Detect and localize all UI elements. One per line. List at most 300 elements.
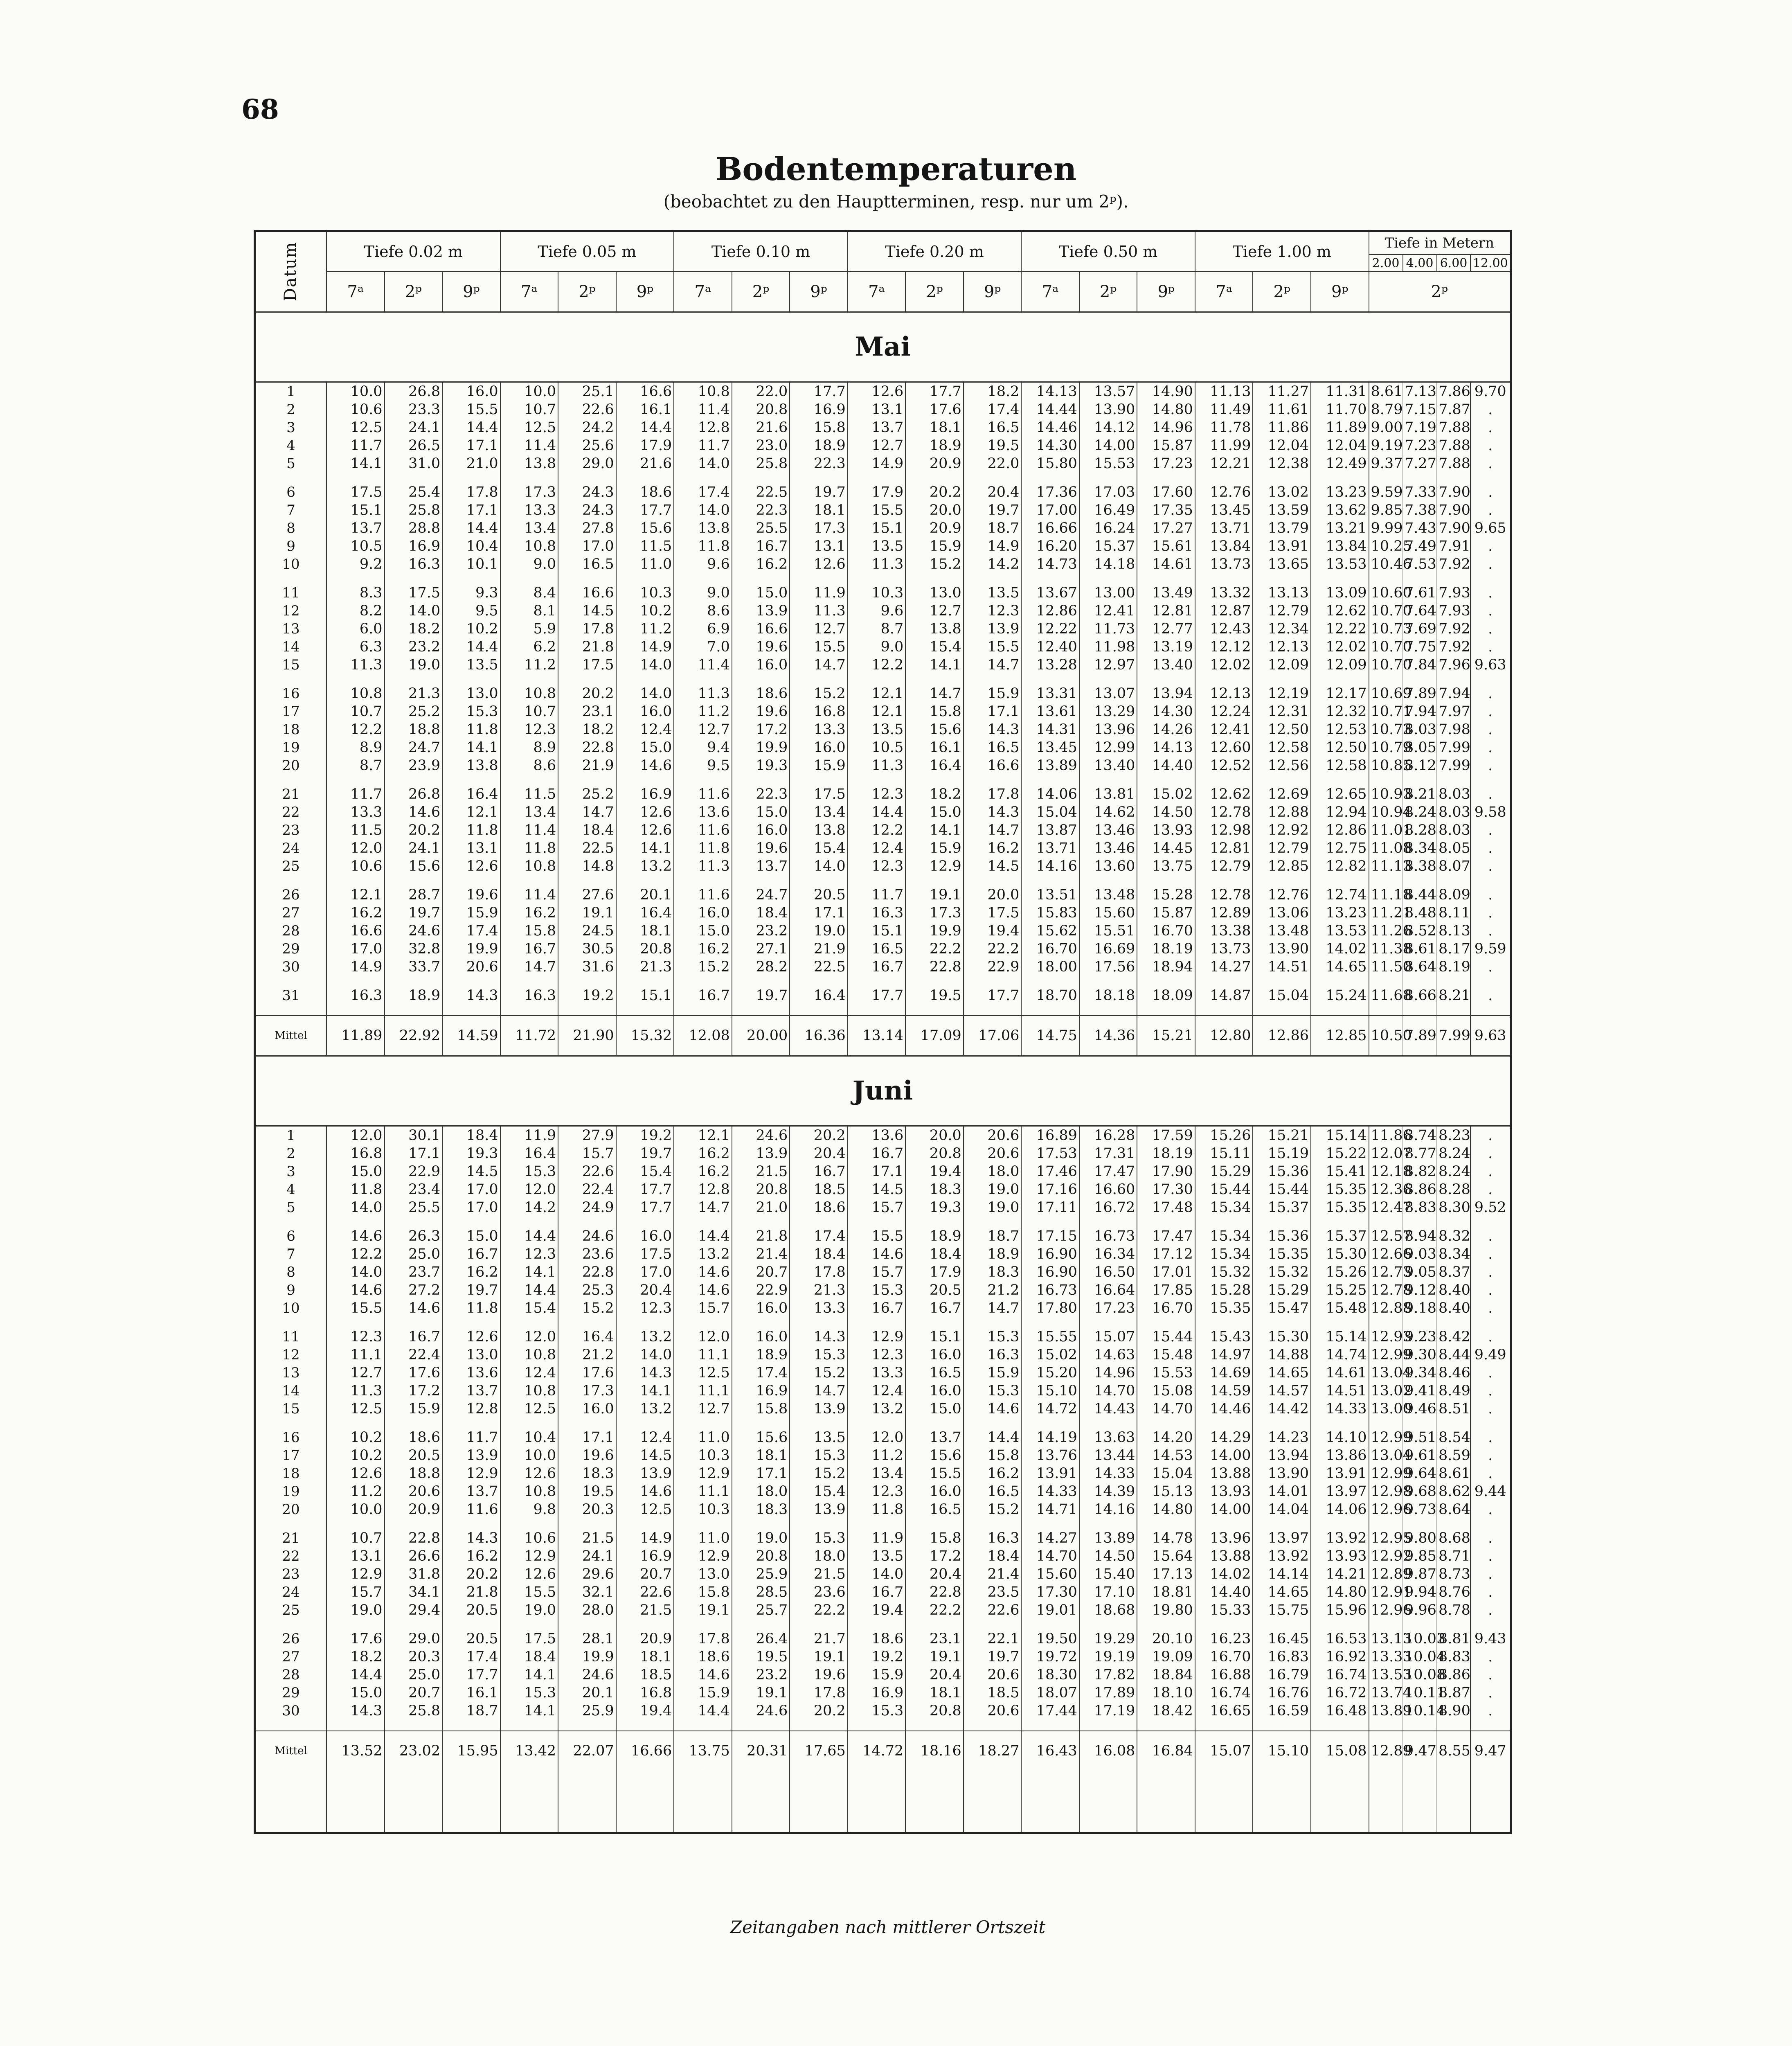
value-cell: 22.8 [905,1583,964,1601]
spacer-cell [674,976,732,987]
spacer-cell [1195,674,1253,685]
value-cell: 14.5 [964,857,1022,875]
value-cell: 22.4 [385,1346,443,1364]
value-cell: 26.8 [385,382,443,401]
mean-cell: 21.90 [558,1016,616,1056]
spacer-cell [385,573,443,584]
date-cell: 26 [255,1630,327,1648]
mean-cell: 13.14 [848,1016,906,1056]
value-cell: 16.72 [1079,1199,1137,1217]
value-cell: 14.13 [1021,382,1079,401]
mean-cell: 15.07 [1195,1731,1253,1771]
table-row [255,1529,1511,1547]
value-cell: 17.23 [1137,455,1195,473]
spacer-cell [732,573,790,584]
value-cell: 15.80 [1021,455,1079,473]
value-cell: . [1470,584,1511,602]
value-cell: 16.8 [326,1145,385,1163]
value-cell: 8.3 [326,584,385,602]
value-cell: 9.0 [500,555,558,573]
table-row [255,721,1511,739]
date-cell: 1 [255,382,327,401]
spacer-cell [1311,1771,1369,1833]
value-cell: 11.50 [1369,958,1403,976]
value-cell: 19.0 [385,656,443,674]
value-cell: 11.6 [674,886,732,904]
spacer-cell [848,573,906,584]
term-header: 2ᵖ [732,272,790,312]
mean-cell: 12.08 [674,1016,732,1056]
value-cell: 15.44 [1195,1181,1253,1199]
value-cell: 20.10 [1137,1630,1195,1648]
spacer-cell [442,1771,500,1833]
value-cell: 18.4 [732,904,790,922]
spacer-cell [905,1418,964,1429]
value-cell: 15.13 [1137,1483,1195,1501]
value-cell: 7.49 [1403,537,1437,555]
table-row [255,382,1511,401]
table-row [255,1666,1511,1684]
mean-cell: 16.36 [790,1016,848,1056]
value-cell: 12.6 [500,1465,558,1483]
value-cell: 11.3 [326,1382,385,1400]
value-cell: 16.0 [905,1346,964,1364]
value-cell: 12.79 [1253,602,1311,620]
value-cell: 9.96 [1403,1601,1437,1619]
value-cell: 11.8 [674,537,732,555]
value-cell: 14.6 [674,1666,732,1684]
value-cell: 15.32 [1253,1263,1311,1281]
date-cell: 6 [255,1227,327,1245]
value-cell: 14.27 [1021,1529,1079,1547]
value-cell: . [1470,1126,1511,1145]
mean-cell: 10.50 [1369,1016,1403,1056]
value-cell: 17.44 [1021,1702,1079,1720]
value-cell: 16.28 [1079,1126,1137,1145]
value-cell: 15.2 [790,1465,848,1483]
value-cell: 8.05 [1437,839,1471,857]
value-cell: 14.63 [1079,1346,1137,1364]
spacer-cell [1021,1418,1079,1429]
value-cell: 16.88 [1195,1666,1253,1684]
value-cell: 24.3 [558,501,616,519]
spacer-cell [500,875,558,886]
spacer-cell [964,573,1022,584]
value-cell: 12.81 [1195,839,1253,857]
spacer-cell [255,473,327,483]
value-cell: 11.13 [1369,857,1403,875]
mean-label: Mittel [255,1731,327,1771]
value-cell: 14.71 [1021,1501,1079,1519]
value-cell: 8.94 [1403,1227,1437,1245]
value-cell: 12.22 [1311,620,1369,638]
spacer-cell [1079,1217,1137,1227]
value-cell: 17.35 [1137,501,1195,519]
value-cell: 17.47 [1079,1163,1137,1181]
value-cell: 17.82 [1079,1666,1137,1684]
value-cell: 17.1 [442,501,500,519]
value-cell: 12.09 [1253,656,1311,674]
spacer-cell [1369,976,1403,987]
spacer-cell [1470,1005,1511,1016]
value-cell: 14.16 [1021,857,1079,875]
value-cell: 12.2 [848,821,906,839]
value-cell: 8.76 [1437,1583,1471,1601]
value-cell: 13.86 [1311,1447,1369,1465]
value-cell: 11.7 [848,886,906,904]
spacer-cell [1195,875,1253,886]
value-cell: 10.3 [848,584,906,602]
value-cell: 13.90 [1079,401,1137,419]
spacer-cell [1403,1720,1437,1731]
value-cell: 14.1 [905,821,964,839]
value-cell: 10.8 [500,685,558,703]
value-cell: 7.88 [1437,437,1471,455]
table-row [255,757,1511,775]
value-cell: 14.44 [1021,401,1079,419]
value-cell: 17.3 [790,519,848,537]
value-cell: 8.78 [1437,1601,1471,1619]
value-cell: 6.0 [326,620,385,638]
date-cell: 13 [255,620,327,638]
value-cell: 25.0 [385,1245,443,1263]
value-cell: 20.0 [964,886,1022,904]
value-cell: 19.9 [558,1648,616,1666]
value-cell: 15.1 [848,922,906,940]
value-cell: 19.5 [964,437,1022,455]
value-cell: 14.7 [964,1299,1022,1317]
value-cell: 13.74 [1369,1684,1403,1702]
value-cell: 15.8 [905,703,964,721]
value-cell: 20.1 [616,886,674,904]
value-cell: 17.00 [1021,501,1079,519]
value-cell: 16.79 [1253,1666,1311,1684]
value-cell: 15.61 [1137,537,1195,555]
value-cell: 8.49 [1437,1382,1471,1400]
value-cell: 12.43 [1195,620,1253,638]
value-cell: 22.3 [732,785,790,803]
value-cell: 18.18 [1079,987,1137,1005]
value-cell: 15.9 [964,685,1022,703]
value-cell: 10.3 [616,584,674,602]
value-cell: 7.98 [1437,721,1471,739]
value-cell: 17.9 [848,483,906,501]
value-cell: 14.7 [500,958,558,976]
value-cell: 12.04 [1253,437,1311,455]
value-cell: 10.3 [674,1501,732,1519]
value-cell: 8.40 [1437,1299,1471,1317]
value-cell: 15.35 [1311,1181,1369,1199]
value-cell: 9.34 [1403,1364,1437,1382]
value-cell: 13.9 [732,602,790,620]
spacer-cell [1253,1217,1311,1227]
spacer-cell [674,1619,732,1630]
value-cell: . [1470,1684,1511,1702]
value-cell: 10.4 [500,1429,558,1447]
spacer-cell [1311,1519,1369,1529]
spacer-cell [1137,1619,1195,1630]
date-cell: 31 [255,987,327,1005]
value-cell: 10.8 [500,1346,558,1364]
value-cell: 13.1 [442,839,500,857]
value-cell: 12.24 [1195,703,1253,721]
value-cell: 12.6 [616,803,674,821]
value-cell: 11.27 [1253,382,1311,401]
value-cell: 15.0 [442,1227,500,1245]
value-cell: 15.53 [1137,1364,1195,1382]
value-cell: 8.19 [1437,958,1471,976]
spacer-cell [1195,1418,1253,1429]
value-cell: 18.1 [732,1447,790,1465]
value-cell: 15.20 [1021,1364,1079,1382]
value-cell: 13.3 [848,1364,906,1382]
value-cell: 16.2 [442,1547,500,1565]
value-cell: 20.8 [732,1547,790,1565]
spacer-cell [905,473,964,483]
spacer-cell [616,1619,674,1630]
spacer-cell [1403,1519,1437,1529]
spacer-cell [1253,1317,1311,1328]
value-cell: 21.5 [790,1565,848,1583]
value-cell: 25.2 [385,703,443,721]
value-cell: 11.01 [1369,821,1403,839]
value-cell: 19.80 [1137,1601,1195,1619]
value-cell: 15.28 [1195,1281,1253,1299]
value-cell: 20.7 [616,1565,674,1583]
term-header: 7ᵃ [848,272,906,312]
value-cell: 8.73 [1437,1565,1471,1583]
value-cell: 19.6 [442,886,500,904]
value-cell: 15.5 [442,401,500,419]
value-cell: 18.0 [732,1483,790,1501]
value-cell: 14.1 [905,656,964,674]
spacer-cell [1137,1005,1195,1016]
value-cell: 11.86 [1253,419,1311,437]
value-cell: 16.7 [674,987,732,1005]
value-cell: 13.87 [1021,821,1079,839]
table-row [255,602,1511,620]
value-cell: 11.6 [674,785,732,803]
value-cell: 13.0 [442,1346,500,1364]
value-cell: 24.9 [558,1199,616,1217]
value-cell: . [1470,703,1511,721]
value-cell: 23.5 [964,1583,1022,1601]
value-cell: 19.6 [732,638,790,656]
spacer-cell [905,1619,964,1630]
value-cell: 15.4 [790,839,848,857]
page-subtitle: (beobachtet zu den Hauptterminen, resp. nur um 2ᵖ). [663,192,1129,212]
mean-row [255,1731,1511,1771]
value-cell: 15.26 [1195,1126,1253,1145]
value-cell: 8.79 [1369,401,1403,419]
value-cell: 16.76 [1253,1684,1311,1702]
value-cell: 13.00 [1079,584,1137,602]
spacer-cell [1021,573,1079,584]
value-cell: 18.2 [964,382,1022,401]
value-cell: 10.3 [674,1447,732,1465]
value-cell: 8.90 [1437,1702,1471,1720]
spacer-cell [732,1619,790,1630]
value-cell: 15.3 [964,1328,1022,1346]
value-cell: 13.67 [1021,584,1079,602]
value-cell: 14.5 [616,1447,674,1465]
value-cell: 10.5 [848,739,906,757]
spacer-cell [732,875,790,886]
spacer-cell [385,1720,443,1731]
value-cell: 13.92 [1253,1547,1311,1565]
value-cell: 15.53 [1079,455,1137,473]
value-cell: 13.31 [1021,685,1079,703]
value-cell: 19.6 [558,1447,616,1465]
table-row [255,1199,1511,1217]
value-cell: 17.3 [558,1382,616,1400]
value-cell: 20.0 [905,501,964,519]
spacer-cell [1079,1720,1137,1731]
spacer-cell [848,875,906,886]
value-cell: 23.2 [385,638,443,656]
value-cell: 12.86 [1021,602,1079,620]
value-cell: 22.2 [905,1601,964,1619]
value-cell: 12.92 [1253,821,1311,839]
value-cell: 12.9 [848,1328,906,1346]
value-cell: 15.4 [905,638,964,656]
value-cell: . [1470,1163,1511,1181]
date-cell: 20 [255,1501,327,1519]
value-cell: 7.90 [1437,501,1471,519]
spacer-cell [1403,1771,1437,1833]
spacer-cell [1137,1418,1195,1429]
value-cell: 22.9 [732,1281,790,1299]
value-cell: 16.9 [848,1684,906,1702]
value-cell: 16.2 [500,904,558,922]
value-cell: 14.0 [616,685,674,703]
value-cell: 10.7 [500,703,558,721]
mean-cell: 16.66 [616,1731,674,1771]
date-cell: 15 [255,1400,327,1418]
value-cell: 12.96 [1369,1601,1403,1619]
value-cell: 12.97 [1079,656,1137,674]
value-cell: 19.0 [964,1181,1022,1199]
value-cell: 8.86 [1403,1181,1437,1199]
value-cell: 21.8 [732,1227,790,1245]
value-cell: 16.9 [385,537,443,555]
value-cell: 18.3 [964,1263,1022,1281]
spacer-cell [848,473,906,483]
spacer-cell [1403,1317,1437,1328]
date-cell: 17 [255,1447,327,1465]
value-cell: 24.6 [558,1227,616,1245]
value-cell: 21.6 [732,419,790,437]
value-cell: 7.92 [1437,555,1471,573]
value-cell: 14.3 [442,987,500,1005]
spacer-cell [790,1418,848,1429]
value-cell: 10.2 [326,1429,385,1447]
value-cell: 13.2 [674,1245,732,1263]
value-cell: 15.8 [500,922,558,940]
spacer-cell [1403,674,1437,685]
spacer-cell [255,1418,327,1429]
depth-header-0-05: Tiefe 0.05 m [500,231,674,272]
spacer-cell [964,976,1022,987]
mean-cell: 20.00 [732,1016,790,1056]
spacer-cell [1403,875,1437,886]
value-cell: 14.33 [1021,1483,1079,1501]
value-cell: 20.5 [905,1281,964,1299]
date-cell: 2 [255,401,327,419]
value-cell: 19.5 [905,987,964,1005]
value-cell: 14.31 [1021,721,1079,739]
spacer-cell [326,976,385,987]
spacer-cell [905,674,964,685]
value-cell: 12.78 [1195,803,1253,821]
value-cell: 12.6 [848,382,906,401]
value-cell: 12.13 [1195,685,1253,703]
value-cell: 14.57 [1253,1382,1311,1400]
value-cell: . [1470,1583,1511,1601]
spacer-cell [1311,1418,1369,1429]
value-cell: . [1470,1529,1511,1547]
value-cell: 16.65 [1195,1702,1253,1720]
value-cell: 18.7 [964,519,1022,537]
value-cell: 8.61 [1369,382,1403,401]
value-cell: 14.2 [500,1199,558,1217]
value-cell: 17.46 [1021,1163,1079,1181]
value-cell: 14.3 [326,1702,385,1720]
table-row [255,1583,1511,1601]
value-cell: 17.8 [674,1630,732,1648]
value-cell: 13.96 [1195,1529,1253,1547]
value-cell: 11.2 [848,1447,906,1465]
spacer-cell [1021,775,1079,785]
spacer-cell [442,1519,500,1529]
value-cell: 9.87 [1403,1565,1437,1583]
value-cell: 18.0 [790,1547,848,1565]
value-cell: 7.23 [1403,437,1437,455]
mean-cell: 13.75 [674,1731,732,1771]
value-cell: 12.41 [1195,721,1253,739]
table-row [255,638,1511,656]
value-cell: 7.0 [674,638,732,656]
value-cell: 16.72 [1311,1684,1369,1702]
spacer-cell [1437,1720,1471,1731]
value-cell: 15.8 [964,1447,1022,1465]
value-cell: 22.3 [790,455,848,473]
value-cell: 13.7 [442,1382,500,1400]
value-cell: 16.3 [385,555,443,573]
spacer-cell [326,573,385,584]
value-cell: 15.21 [1253,1126,1311,1145]
value-cell: 7.99 [1437,757,1471,775]
value-cell: 16.4 [616,904,674,922]
value-cell: 13.3 [790,721,848,739]
spacer-cell [1137,473,1195,483]
value-cell: 7.19 [1403,419,1437,437]
value-cell: 13.84 [1311,537,1369,555]
value-cell: 14.50 [1079,1547,1137,1565]
mean-cell: 15.32 [616,1016,674,1056]
value-cell: 17.5 [616,1245,674,1263]
value-cell: 12.9 [500,1547,558,1565]
value-cell: . [1470,739,1511,757]
date-cell: 28 [255,1666,327,1684]
value-cell: 10.94 [1369,803,1403,821]
value-cell: 16.4 [442,785,500,803]
spacer-cell [905,1720,964,1731]
value-cell: 13.91 [1021,1465,1079,1483]
value-cell: 15.5 [848,501,906,519]
value-cell: 12.3 [848,785,906,803]
value-cell: 14.6 [616,1483,674,1501]
